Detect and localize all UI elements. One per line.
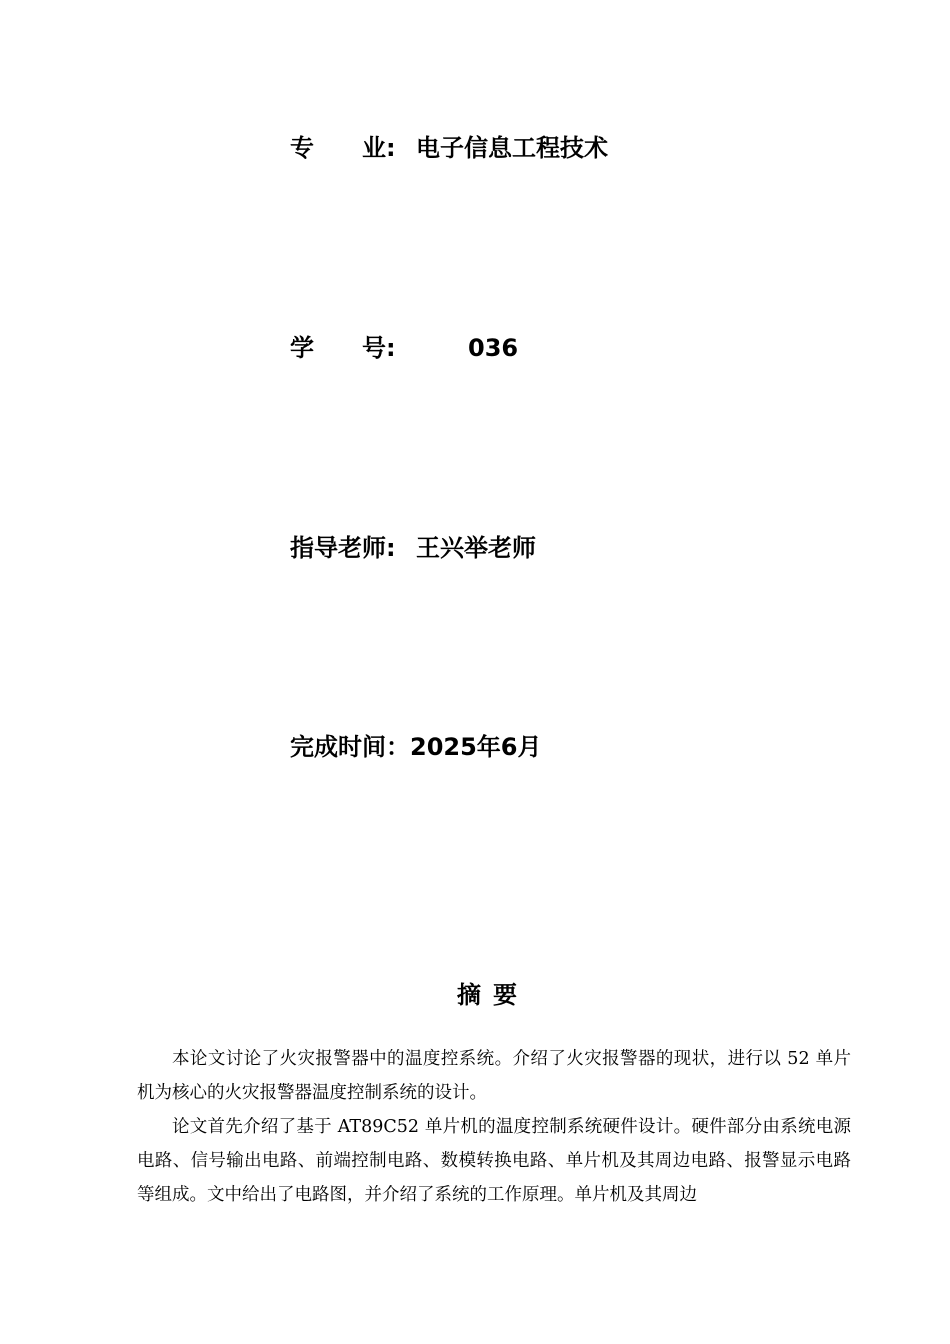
advisor-row (290, 532, 536, 564)
abstract-paragraph-1: 本论文讨论了火灾报警器中的温度控系统。介绍了火灾报警器的现状，进行以 52 单片机为核心的火灾报警器温度控制系统的设计。 (137, 1049, 851, 1103)
major-row (290, 132, 608, 164)
completion-date-label: 完成时间： (290, 733, 410, 761)
student-id-row (290, 332, 518, 364)
advisor-value: 王兴举老师 (416, 534, 536, 562)
advisor-label: 指导老师: (290, 534, 396, 562)
completion-date-value: 2025年6月 (410, 733, 542, 761)
completion-date-row (290, 731, 542, 763)
major-value: 电子信息工程技术 (416, 134, 608, 162)
student-id-label: 学 号: (290, 334, 396, 362)
abstract-paragraph-2: 论文首先介绍了基于 AT89C52 单片机的温度控制系统硬件设计。硬件部分由系统电源电路、信号输出电路、前端控制电路、数模转换电路、单片机及其周边电路、报警显示电路等组成。文中给出了电路图，并介绍了系统的工作原理。单片机及其周边 (137, 1117, 851, 1205)
abstract-title: 摘要 (457, 981, 529, 1009)
abstract-body (137, 1042, 851, 1212)
student-id-value: 036 (468, 334, 519, 362)
major-label: 专 业: (290, 134, 396, 162)
